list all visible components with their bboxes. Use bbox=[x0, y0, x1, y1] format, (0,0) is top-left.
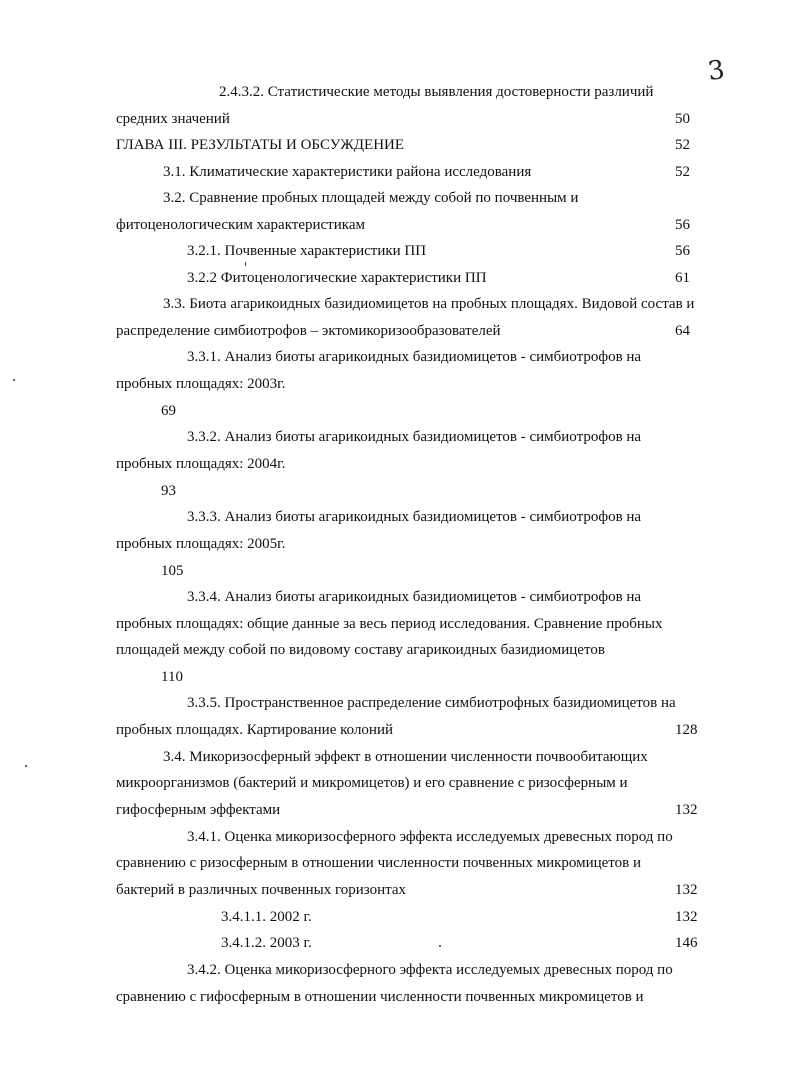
toc-line: пробных площадях. Картирование колоний bbox=[116, 722, 394, 738]
toc-line: пробных площадях: общие данные за весь период исследования. Сравнение пробных bbox=[116, 616, 663, 632]
toc-line: бактерий в различных почвенных горизонтах bbox=[116, 882, 407, 898]
toc-line: 2.4.3.2. Статистические методы выявления достоверности различий bbox=[219, 84, 654, 100]
toc-chapter-title: ГЛАВА III. РЕЗУЛЬТАТЫ И ОБСУЖДЕНИЕ bbox=[116, 137, 405, 153]
toc-line: 3.3.1. Анализ биоты агарикоидных базидиомицетов - симбиотрофов на bbox=[187, 349, 642, 365]
scan-speck bbox=[25, 765, 27, 767]
toc-page-number: 146 bbox=[675, 935, 698, 951]
toc-line: 3.4.1.2. 2003 г. bbox=[221, 935, 312, 951]
toc-page-number: 132 bbox=[675, 882, 698, 898]
toc-line: 3.4.1. Оценка микоризосферного эффекта исследуемых древесных пород по bbox=[187, 829, 673, 845]
toc-page-number: 52 bbox=[675, 137, 690, 153]
toc-page-number: 69 bbox=[161, 403, 176, 419]
toc-page-number: 132 bbox=[675, 909, 698, 925]
toc-line: фитоценологическим характеристикам bbox=[116, 217, 365, 233]
toc-page-number: 64 bbox=[675, 323, 690, 339]
toc-line: 3.2.1. Почвенные характеристики ПП bbox=[187, 243, 427, 259]
toc-page-number: 56 bbox=[675, 243, 690, 259]
toc-line: гифосферным эффектами bbox=[116, 802, 281, 818]
toc-page-number: 56 bbox=[675, 217, 690, 233]
toc-line: микроорганизмов (бактерий и микромицетов) и его сравнение с ризосферным и bbox=[116, 775, 628, 791]
toc-line: 3.2. Сравнение пробных площадей между собой по почвенным и bbox=[163, 190, 579, 206]
toc-page-number: 110 bbox=[161, 669, 183, 685]
toc-line: пробных площадях: 2005г. bbox=[116, 536, 286, 552]
toc-page-number: 50 bbox=[675, 111, 690, 127]
toc-line: 3.3. Биота агарикоидных базидиомицетов на пробных площадях. Видовой состав и bbox=[163, 296, 695, 312]
scan-speck bbox=[439, 945, 441, 947]
handwritten-page-mark: 3 bbox=[705, 54, 727, 88]
toc-line: 3.4. Микоризосферный эффект в отношении численности почвообитающих bbox=[163, 749, 648, 765]
toc-line: средних значений bbox=[116, 111, 230, 127]
scan-speck bbox=[245, 262, 246, 266]
scan-speck bbox=[13, 379, 15, 381]
toc-line: 3.2.2 Фитоценологические характеристики ПП bbox=[187, 270, 487, 286]
toc-line: пробных площадях: 2003г. bbox=[116, 376, 286, 392]
toc-line: 3.3.5. Пространственное распределение симбиотрофных базидиомицетов на bbox=[187, 695, 676, 711]
toc-line: 3.3.3. Анализ биоты агарикоидных базидиомицетов - симбиотрофов на bbox=[187, 509, 642, 525]
toc-line: 3.3.2. Анализ биоты агарикоидных базидиомицетов - симбиотрофов на bbox=[187, 429, 642, 445]
toc-page-number: 105 bbox=[161, 563, 184, 579]
toc-page-number: 128 bbox=[675, 722, 698, 738]
toc-line: 3.4.1.1. 2002 г. bbox=[221, 909, 312, 925]
toc-page-number: 52 bbox=[675, 164, 690, 180]
toc-line: сравнению с ризосферным в отношении численности почвенных микромицетов и bbox=[116, 855, 642, 871]
toc-line: сравнению с гифосферным в отношении численности почвенных микромицетов и bbox=[116, 989, 644, 1005]
toc-line: 3.3.4. Анализ биоты агарикоидных базидиомицетов - симбиотрофов на bbox=[187, 589, 642, 605]
toc-page-number: 93 bbox=[161, 483, 176, 499]
toc-line: распределение симбиотрофов – эктомикоризообразователей bbox=[116, 323, 501, 339]
toc-line: пробных площадях: 2004г. bbox=[116, 456, 286, 472]
toc-page-number: 132 bbox=[675, 802, 698, 818]
toc-line: площадей между собой по видовому составу агарикоидных базидиомицетов bbox=[116, 642, 605, 658]
toc-line: 3.1. Климатические характеристики района исследования bbox=[163, 164, 532, 180]
toc-line: 3.4.2. Оценка микоризосферного эффекта исследуемых древесных пород по bbox=[187, 962, 673, 978]
toc-page-number: 61 bbox=[675, 270, 690, 286]
